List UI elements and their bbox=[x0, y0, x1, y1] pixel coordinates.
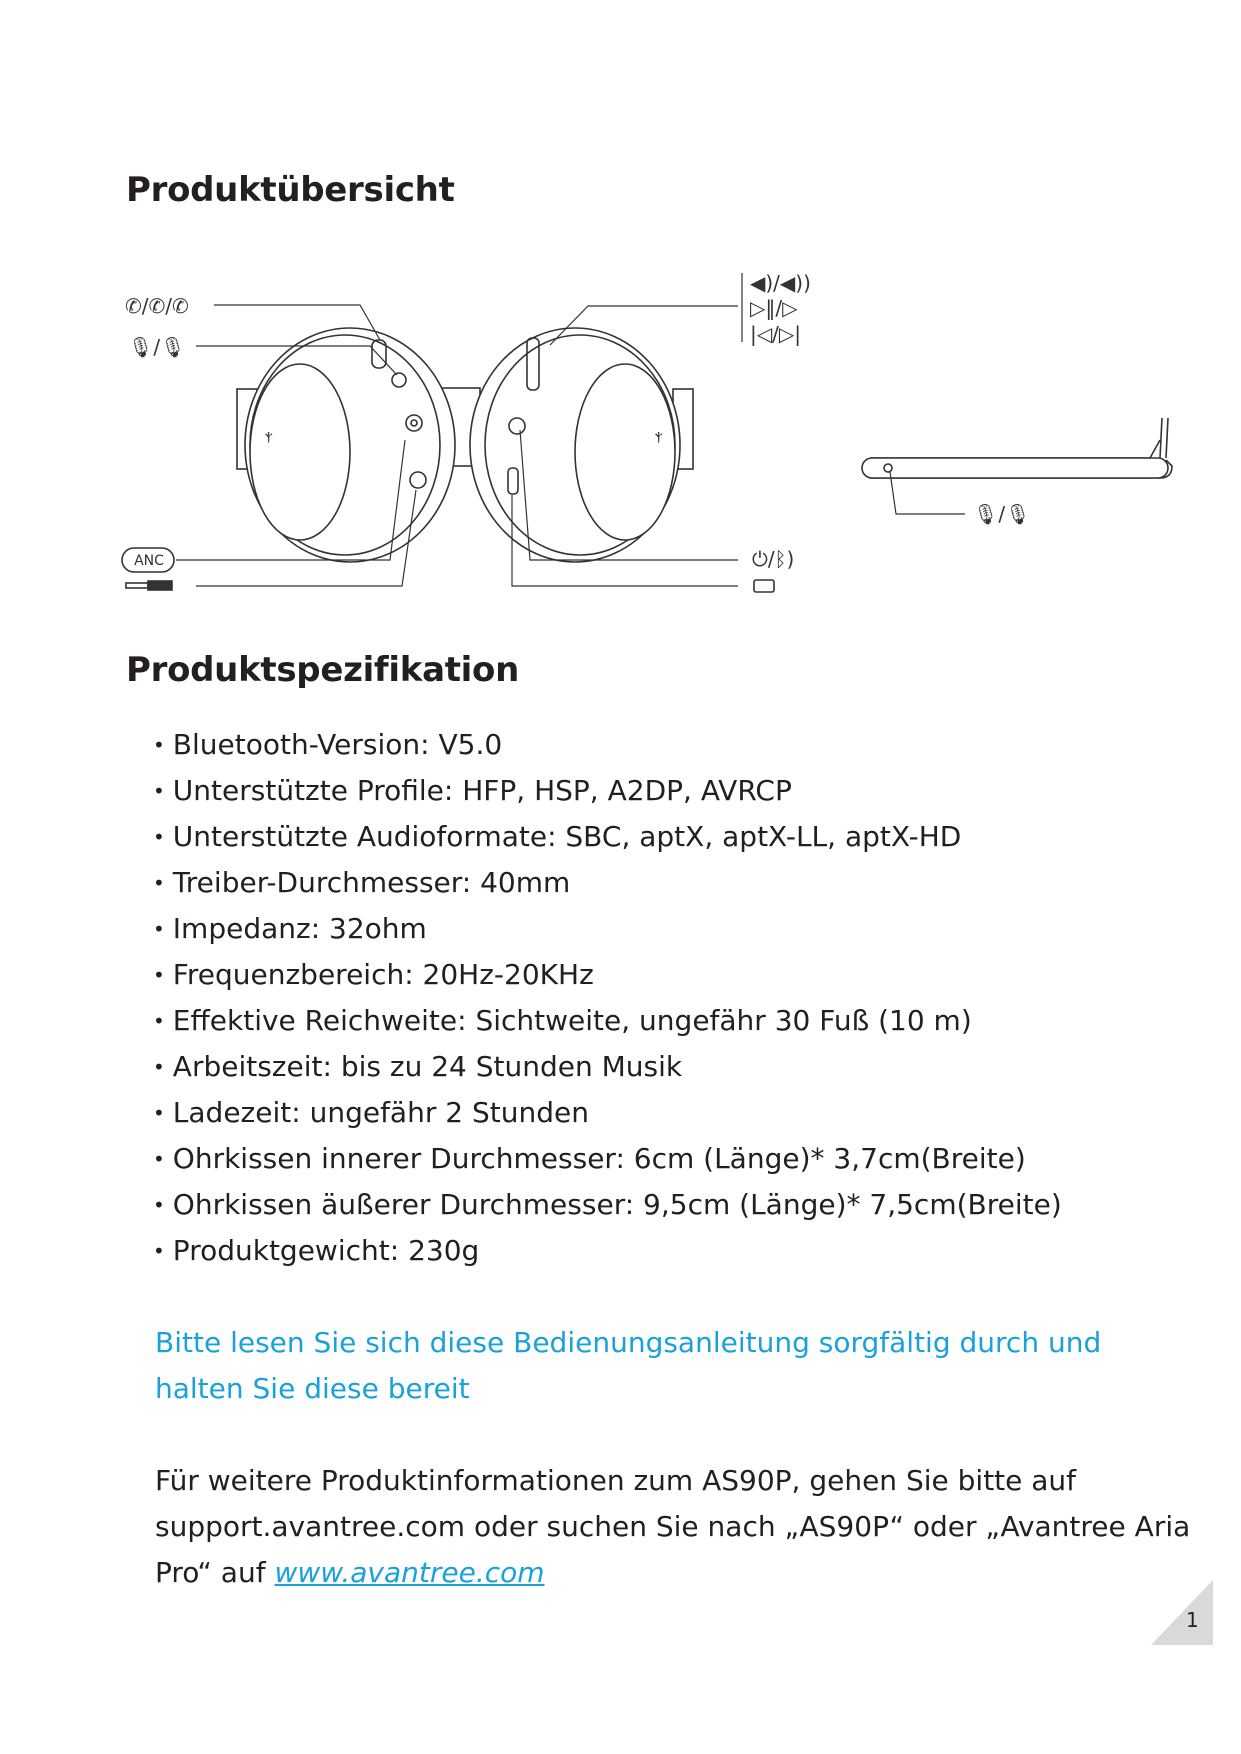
spec-item: • Treiber-Durchmesser: 40mm bbox=[153, 860, 1062, 906]
spec-item: • Frequenzbereich: 20Hz-20KHz bbox=[153, 952, 1062, 998]
spec-item: • Impedanz: 32ohm bbox=[153, 906, 1062, 952]
website-link[interactable]: www.avantree.com bbox=[274, 1556, 545, 1589]
page-number: 1 bbox=[1186, 1608, 1199, 1632]
spec-item: • Arbeitszeit: bis zu 24 Stunden Musik bbox=[153, 1044, 1062, 1090]
spec-item: • Produktgewicht: 230g bbox=[153, 1228, 1062, 1274]
product-info-paragraph bbox=[155, 1458, 1205, 1596]
svg-text:ⲯ: ⲯ bbox=[655, 428, 663, 444]
spec-item: • Unterstützte Profile: HFP, HSP, A2DP, AVRCP bbox=[153, 768, 1062, 814]
volume-icon: ◀)/◀)) bbox=[750, 271, 811, 295]
spec-item: • Effektive Reichweite: Sichtweite, ungefähr 30 Fuß (10 m) bbox=[153, 998, 1062, 1044]
cable-mic-mute-icon: 🎙/🎙 bbox=[973, 502, 1031, 526]
svg-text:ⲯ: ⲯ bbox=[265, 428, 273, 444]
mic-mute-icon: 🎙/🎙 bbox=[128, 335, 186, 359]
anc-label: ANC bbox=[134, 553, 164, 569]
section-title-specs: Produktspezifikation bbox=[126, 650, 520, 690]
spec-item: • Ohrkissen äußerer Durchmesser: 9,5cm (Länge)* 7,5cm(Breite) bbox=[153, 1182, 1062, 1228]
spec-item: • Ladezeit: ungefähr 2 Stunden bbox=[153, 1090, 1062, 1136]
play-pause-icon: ▷‖/▷ bbox=[750, 296, 798, 320]
right-earcup bbox=[470, 328, 693, 562]
call-answer-redial-reject-icon: ✆/✆/✆ bbox=[125, 294, 189, 318]
page-corner-decoration bbox=[1151, 1580, 1213, 1645]
headphone-diagram bbox=[0, 250, 1241, 610]
mic-cable bbox=[862, 418, 1172, 514]
spec-item: • Ohrkissen innerer Durchmesser: 6cm (Länge)* 3,7cm(Breite) bbox=[153, 1136, 1062, 1182]
prev-next-icon: |◁/▷| bbox=[750, 322, 801, 346]
spec-item: • Unterstützte Audioformate: SBC, aptX, aptX-LL, aptX-HD bbox=[153, 814, 1062, 860]
spec-item: • Bluetooth-Version: V5.0 bbox=[153, 722, 1062, 768]
aux-jack-icon bbox=[126, 581, 172, 590]
section-title-overview: Produktübersicht bbox=[126, 170, 455, 210]
read-manual-note: Bitte lesen Sie sich diese Bedienungsanleitung sorgfältig durch und halten Sie diese bereit bbox=[155, 1326, 1102, 1405]
left-earcup bbox=[237, 328, 455, 562]
charge-icon bbox=[754, 580, 774, 592]
power-bluetooth-icon: ⏻/ᛒ) bbox=[752, 547, 795, 571]
info-text: Für weitere Produktinformationen zum AS90P, gehen Sie bitte auf support.avantree.com oder suchen Sie nach „AS90P“ oder „Avantree Aria Pro“ auf bbox=[155, 1464, 1191, 1589]
spec-list bbox=[153, 722, 1062, 1274]
